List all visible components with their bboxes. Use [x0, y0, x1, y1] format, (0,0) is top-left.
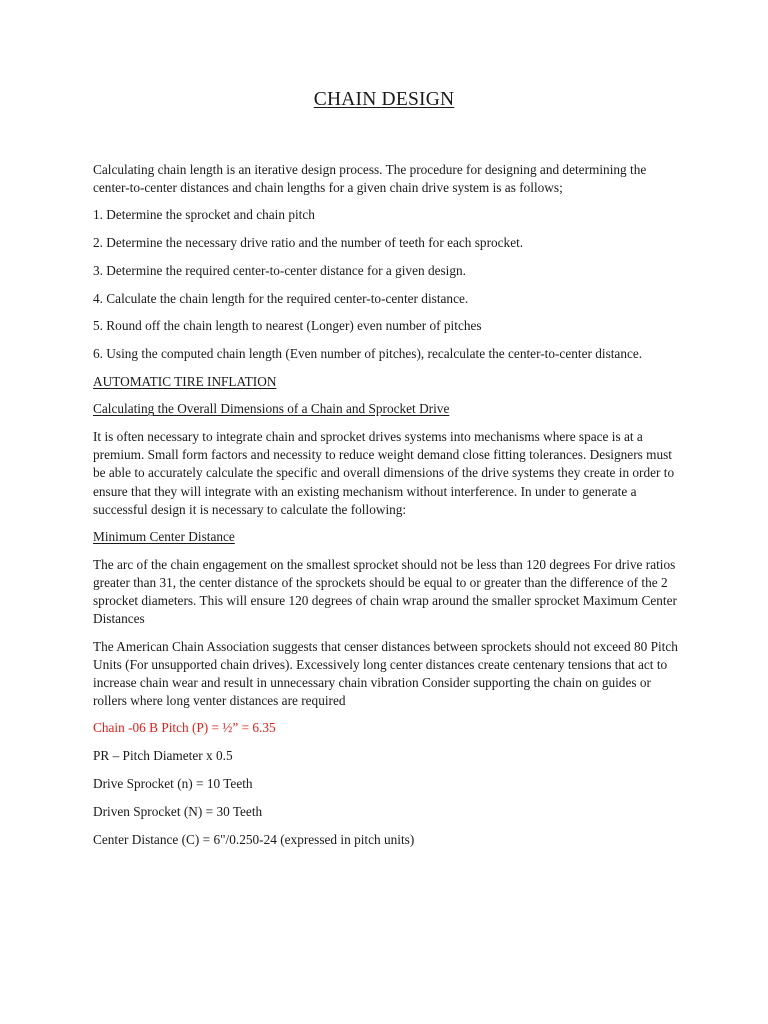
paragraph-minimum-center-distance: The arc of the chain engagement on the smallest sprocket should not be less than 120 degrees For drive ratios greater than 31, the center distance of the sprockets should be equal to or greater than the difference of the 2 sprocket diameters. This will ensure 120 degrees of chain wrap around the smaller sprocket Maximum Center Distances [93, 556, 677, 627]
heading-minimum-center-distance: Minimum Center Distance [93, 529, 235, 545]
paragraph-overall-dimensions: It is often necessary to integrate chain and sprocket drives systems into mechanisms where space is at a premium. Small form factors and necessity to reduce weight demand close fitting tolerances. Designers must be able to accurately calculate the specific and overall dimensions of the drive systems they create in order to ensure that they will integrate with an existing mechanism without interference. In under to generate a successful design it is necessary to calculate the following: [93, 429, 675, 517]
spec-center-distance: Center Distance (C) = 6"/0.250-24 (expressed in pitch units) [93, 831, 415, 847]
spec-drive-sprocket: Drive Sprocket (n) = 10 Teeth [93, 776, 253, 792]
spec-chain-pitch: Chain -06 B Pitch (P) = ½” = 6.35 [93, 720, 276, 736]
heading-overall-dimensions: Calculating the Overall Dimensions of a Chain and Sprocket Drive [93, 401, 450, 417]
document-title: CHAIN DESIGN [313, 89, 455, 110]
paragraph-american-chain-association: The American Chain Association suggests that censer distances between sprockets should not exceed 80 Pitch Units (For unsupported chain drives). Excessively long center distances create centenary tensions that act to increase chain wear and result in unnecessary chain vibration Consider supporting the chain on guides or rollers where long venter distances are required [93, 638, 678, 709]
step-item: 4. Calculate the chain length for the required center-to-center distance. [93, 290, 469, 306]
step-item: 5. Round off the chain length to nearest (Longer) even number of pitches [93, 318, 482, 334]
intro-paragraph: Calculating chain length is an iterative design process. The procedure for designing and determining the center-to-center distances and chain lengths for a given chain drive system is as follows; [93, 162, 647, 196]
step-item: 1. Determine the sprocket and chain pitch [93, 207, 315, 223]
spec-driven-sprocket: Driven Sprocket (N) = 30 Teeth [93, 804, 263, 820]
step-item: 2. Determine the necessary drive ratio and the number of teeth for each sprocket. [93, 235, 524, 251]
step-item: 6. Using the computed chain length (Even number of pitches), recalculate the center-to-center distance. [93, 345, 643, 361]
document-body [93, 161, 678, 859]
heading-automatic-tire-inflation: AUTOMATIC TIRE INFLATION [93, 373, 277, 389]
spec-pitch-radius: PR – Pitch Diameter x 0.5 [93, 748, 233, 764]
step-item: 3. Determine the required center-to-center distance for a given design. [93, 262, 466, 278]
